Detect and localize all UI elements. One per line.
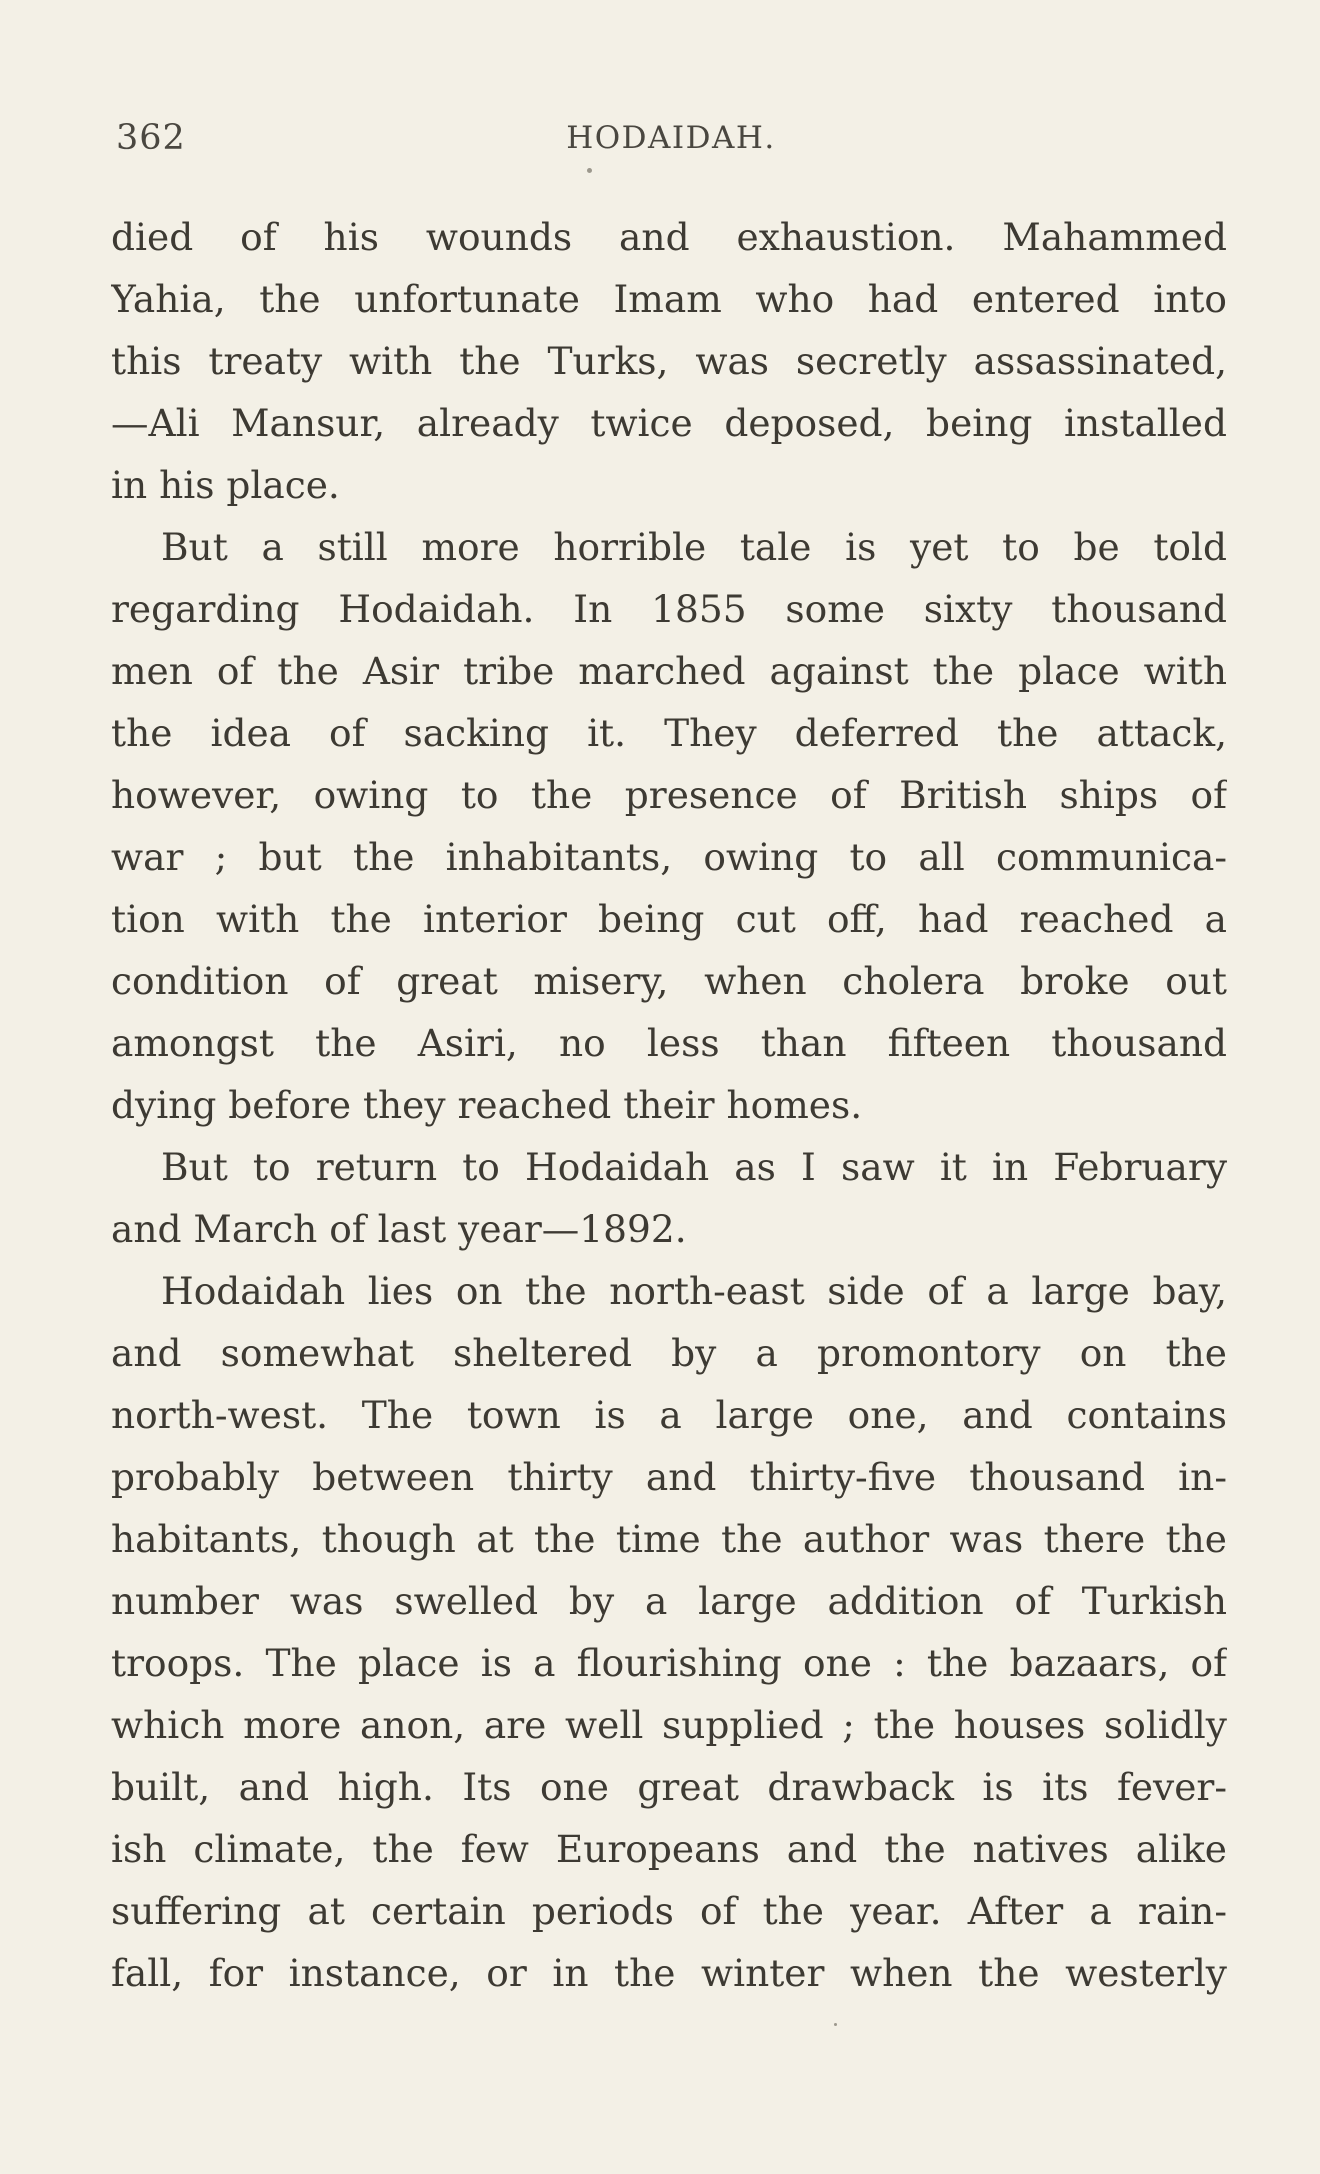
text-line: Hodaidah lies on the north-east side of a large bay, [161, 1269, 1227, 1313]
text-line: regarding Hodaidah. In 1855 some sixty thousand [111, 587, 1227, 631]
text-line: amongst the Asiri, no less than fifteen thousand [111, 1021, 1227, 1065]
text-line: ish climate, the few Europeans and the natives alike [111, 1827, 1227, 1871]
text-line: and March of last year—1892. [111, 1207, 687, 1251]
running-title: HODAIDAH. [566, 120, 776, 156]
ink-speck [587, 168, 592, 173]
ink-speck [834, 2023, 837, 2026]
text-line: Yahia, the unfortunate Imam who had entered into [111, 277, 1227, 321]
text-line: and somewhat sheltered by a promontory on the [111, 1331, 1227, 1375]
text-line: which more anon, are well supplied ; the houses solidly [111, 1703, 1227, 1747]
text-line: the idea of sacking it. They deferred the attack, [111, 711, 1227, 755]
text-line: suffering at certain periods of the year. After a rain- [111, 1889, 1227, 1933]
text-line: habitants, though at the time the author was there the [111, 1517, 1227, 1561]
text-line: however, owing to the presence of British ships of [111, 773, 1227, 817]
text-line: in his place. [111, 463, 340, 507]
text-line: war ; but the inhabitants, owing to all communica- [111, 835, 1227, 879]
text-line: But to return to Hodaidah as I saw it in February [161, 1145, 1227, 1189]
text-line: But a still more horrible tale is yet to be told [161, 525, 1227, 569]
text-line: tion with the interior being cut off, had reached a [111, 897, 1227, 941]
page-number: 362 [116, 118, 186, 158]
text-line: number was swelled by a large addition of Turkish [111, 1579, 1227, 1623]
text-line: men of the Asir tribe marched against the place with [111, 649, 1227, 693]
body-text [111, 206, 1227, 2004]
text-line: built, and high. Its one great drawback is its fever- [111, 1765, 1227, 1809]
text-line: this treaty with the Turks, was secretly assassinated, [111, 339, 1227, 383]
page-header [116, 118, 1226, 170]
text-line: fall, for instance, or in the winter when the westerly [111, 1951, 1227, 1995]
text-line: north-west. The town is a large one, and contains [111, 1393, 1227, 1437]
text-line: condition of great misery, when cholera broke out [111, 959, 1227, 1003]
text-line: died of his wounds and exhaustion. Mahammed [111, 215, 1227, 259]
text-line: probably between thirty and thirty-five thousand in- [111, 1455, 1227, 1499]
text-line: dying before they reached their homes. [111, 1083, 863, 1127]
text-line: troops. The place is a flourishing one : the bazaars, of [111, 1641, 1227, 1685]
text-line: —Ali Mansur, already twice deposed, being installed [111, 401, 1227, 445]
